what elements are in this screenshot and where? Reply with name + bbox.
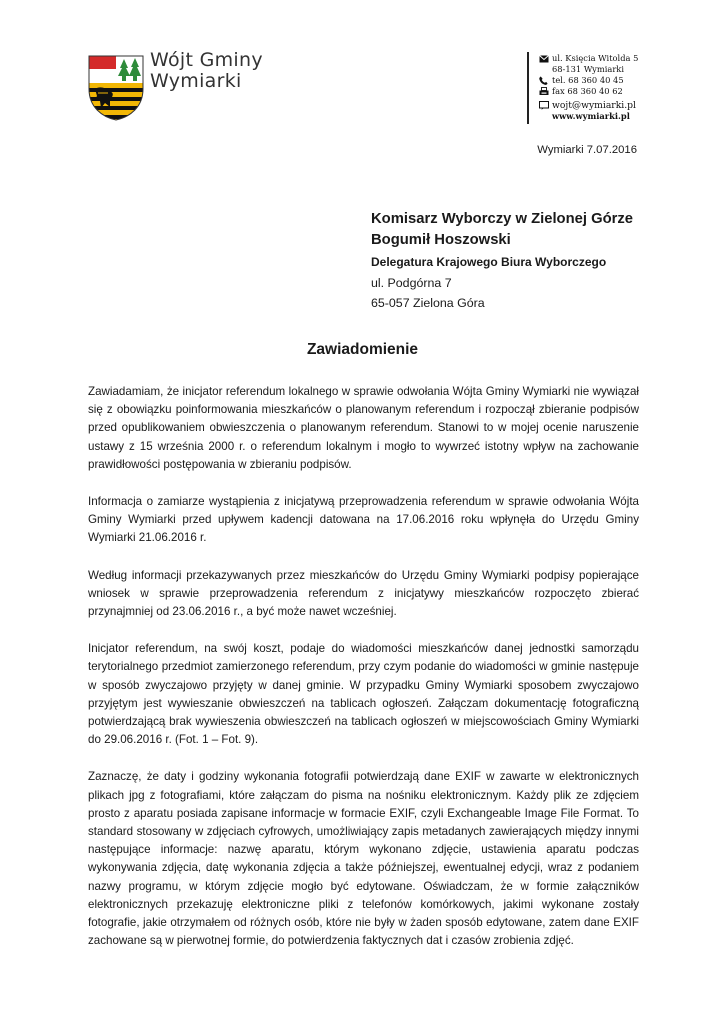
contact-block (539, 53, 638, 122)
contact-fax-row (539, 86, 638, 97)
contact-phone: tel. 68 360 40 45 (552, 75, 624, 85)
paragraph: Informacja o zamiarze wystąpienia z inicjatywą przeprowadzenia referendum w sprawie odwołania Wójta Gminy Wymiarki przed upływem kadencji datowana na 17.06.2016 roku wpłynęła do Urzędu Gminy Wymiarki 21.06.2016 r. (88, 495, 639, 545)
contact-street: ul. Księcia Witolda 5 (552, 53, 639, 63)
contact-email-row (539, 100, 638, 111)
envelope-icon (539, 53, 552, 64)
paragraph: Inicjator referendum, na swój koszt, podaje do wiadomości mieszkańców danej jednostki samorządu terytorialnego przedmiot zamierzonego referendum, przy czym podanie do wiadomości w gminie następuje w sposób zwyczajowo przyjęty w danej gminie. W przypadku Gminy Wymiarki sposobem zwyczajowo przyjętym jest wywieszanie obwieszczeń na tablicach ogłoszeń. Załączam dokumentację fotograficzną potwierdzającą brak wywieszenia obwieszczeń na tablicach ogłoszeń w miejscowościach Gminy Wymiarki do 29.06.2016 r. (Fot. 1 – Fot. 9). (88, 642, 639, 747)
contact-postal: 68-131 Wymiarki (552, 64, 624, 74)
document-title: Zawiadomienie (306, 341, 419, 358)
paragraph: Zaznaczę, że daty i godziny wykonania fotografii potwierdzają dane EXIF w zawarte w elektronicznych plikach jpg z fotografiami, które załączam do pisma na nośniku elektronicznym. Każdy plik ze zdjęciem prosto z aparatu posiada zapisane informacje w formacie EXIF, czyli Exchangeable Image File Format. To standard stosowany w zdjęciach cyfrowych, umożliwiający zapis metadanych zawierających między innymi następujące informacje: nazwę aparatu, którym wykonano zdjęcie, ustawienia aparatu podczas wykonywania zdjęcia, datę wykonania zdjęcia a także późniejszej, ewentualnej edycji, wraz z podaniem nazwy programu, w którym zdjęcie mogło być edytowane. Oświadczam, że w formie załączników elektronicznych przekazuję elektroniczne pliki z telefonów komórkowych, jakimi wykonane zostały fotografie, jakie otrzymałem od różnych osób, które nie były w żaden sposób edytowane, zatem dane EXIF zachowane są w pierwotnej formie, do potwierdzenia faktycznych dat i czasów zrobienia zdjęć. (88, 770, 639, 948)
contact-street-row (539, 53, 638, 64)
contact-phone-row (539, 75, 638, 86)
office-name-line2: Wymiarki (150, 70, 242, 92)
contact-website-row (539, 111, 638, 122)
office-name (150, 50, 263, 92)
office-name-line1: Wójt Gminy (150, 49, 263, 71)
letterhead (0, 0, 725, 130)
contact-website-link[interactable]: www.wymiarki.pl (552, 111, 630, 121)
letter-body (88, 383, 639, 969)
addressee-block (371, 209, 633, 313)
fax-icon (539, 86, 552, 97)
addressee-line1: Komisarz Wyborczy w Zielonej Górze (371, 211, 634, 227)
addressee-line5: 65-057 Zielona Góra (371, 296, 485, 310)
letter-date: Wymiarki 7.07.2016 (537, 144, 637, 156)
contact-postal-row (539, 64, 638, 75)
addressee-line2: Bogumił Hoszowski (371, 232, 511, 248)
contact-email-link[interactable]: wojt@wymiarki.pl (552, 100, 636, 111)
phone-icon (539, 75, 552, 86)
contact-fax: fax 68 360 40 62 (552, 86, 623, 96)
addressee-line4: ul. Podgórna 7 (371, 276, 452, 290)
paragraph: Zawiadamiam, że inicjator referendum lokalnego w sprawie odwołania Wójta Gminy Wymiarki nie wywiązał się z obowiązku poinformowania mieszkańców o planowanym referendum i rozpoczął zbieranie podpisów przed opublikowaniem obwieszczenia o planowanym referendum. Stanowi to w mojej ocenie naruszenie ustawy z 15 września 2000 r. o referendum lokalnym i mogło to wywrzeć istotny wpływ na zachowanie prawidłowości postępowania w zbieraniu podpisów. (88, 385, 639, 471)
email-icon (539, 100, 552, 111)
addressee-line3: Delegatura Krajowego Biura Wyborczego (371, 255, 607, 269)
coat-of-arms-icon (88, 55, 144, 121)
paragraph: Według informacji przekazywanych przez mieszkańców do Urzędu Gminy Wymiarki podpisy popierające wniosek w sprawie przeprowadzenia referendum z inicjatywy mieszkańców rozpoczęto zbierać przynajmniej od 23.06.2016 r., a być może nawet wcześniej. (88, 568, 639, 619)
header-divider (527, 52, 529, 124)
